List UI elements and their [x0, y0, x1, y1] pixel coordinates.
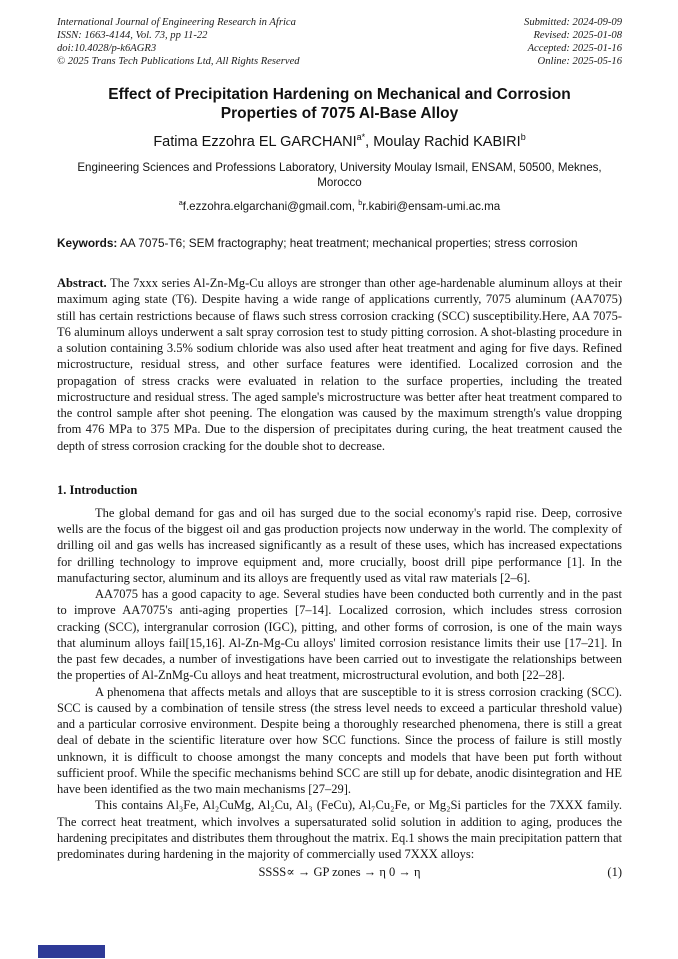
- keywords-text: AA 7075-T6; SEM fractography; heat treatment; mechanical properties; stress corrosion: [117, 236, 578, 250]
- email-2: r.kabiri@ensam-umi.ac.ma: [362, 200, 501, 213]
- author-1-affil-mark: a*: [356, 132, 366, 143]
- author-2: Moulay Rachid KABIRI: [373, 134, 521, 150]
- author-1: Fatima Ezzohra EL GARCHANI: [153, 134, 357, 150]
- footer-bar: [38, 945, 105, 958]
- email-separator: ,: [351, 200, 359, 213]
- abstract: [57, 275, 622, 454]
- abstract-text: The 7xxx series Al-Zn-Mg-Cu alloys are stronger than other age-hardenable aluminum alloys at their maximum aging state (T6). Despite having a wide range of applications currently, 7075 aluminum (AA7075) still has certain restrictions because of flaws such stress corrosion cracking (SCC) susceptibility.Here, AA 7075-T6 aluminum alloys underwent a salt spray corrosion test to study pitting corrosion. A shot-blasting procedure in a solution containing 3.5% sodium chloride was also used after heat treatment and aging for five days. Refined microstructure, residual stress, and other surface features were identified. Localized corrosion and the propagation of stress cracks were evaluated in relation to the surface properties, including the treated microstructure and residual stress. The aged sample's microstructure was better after heat treatment compared to the control sample after shot peening. The elongation was caused by the maximum strength's value dropping from 476 MPa to 375 MPa. Due to the dispersion of precipitates during curing, the heat treatment caused the depth of stress corrosion cracking for the double shot to decrease.: [57, 276, 622, 453]
- email-1: f.ezzohra.elgarchani@gmail.com: [182, 200, 352, 213]
- intro-paragraph-2: AA7075 has a good capacity to age. Several studies have been conducted both currently and in the past to improve AA7075's anti-aging properties [7–14]. Localized corrosion, which includes stress corrosion cracking (SCC), intergranular corrosion (IGC), pitting, and other forms of corrosion, is one of the main ways that aluminum alloys fail[15,16]. Al-Zn-Mg-Cu alloys' limited corrosion resistance limits their use [17–21]. In the past few decades, a number of investigations have been carried out to investigate the relationships between the properties of Al-ZnMg-Cu alloys and heat treatment, microstructural evolution, and both [22–28].: [57, 587, 622, 683]
- journal-copyright: © 2025 Trans Tech Publications Ltd, All Rights Reserved: [57, 56, 300, 67]
- intro-paragraph-1: The global demand for gas and oil has surged due to the social economy's rapid rise. Deep, corrosive wells are the focus of the biggest oil and gas production projects now underway in the world. The complexity of drilling oil and gas wells has increased significantly as a result of these uses, which has increased expectations for drilling technology to improve equipment and, more crucially, boost drill pipe performance [1]. In the manufacturing sector, aluminum and its alloys are frequently used as vital raw materials [2–6].: [57, 505, 622, 585]
- equation-number: (1): [607, 865, 622, 880]
- journal-doi: doi:10.4028/p-k6AGR3: [57, 43, 157, 54]
- email-1-mark: a: [178, 198, 183, 208]
- submitted-date: Submitted: 2024-09-09: [524, 17, 622, 28]
- equation-1: [57, 864, 622, 880]
- online-date: Online: 2025-05-16: [537, 56, 622, 67]
- authors-line: [57, 134, 622, 150]
- revised-date: Revised: 2025-01-08: [533, 30, 622, 41]
- journal-header: [57, 16, 622, 68]
- keywords-label: Keywords:: [57, 236, 118, 250]
- author-2-affil-mark: b: [520, 132, 526, 143]
- email-2-mark: b: [358, 198, 363, 208]
- journal-issn-volume: ISSN: 1663-4144, Vol. 73, pp 11-22: [57, 30, 208, 41]
- intro-paragraph-4: This contains Al₃Fe, Al₂CuMg, Al₂Cu, Al₃ (FeCu), Al₇Cu₂Fe, or Mg₂Si particles for the 7XXX family. The correct heat treatment, which involves a supersaturated solid solution in addition to aging, produces the hardening precipitates and distributes them throughout the matrix. Eq.1 shows the main precipitation pattern that predominates during hardening in the majority of commercially used 7XXX alloys:: [57, 798, 622, 861]
- journal-name: International Journal of Engineering Research in Africa: [57, 17, 296, 28]
- author-separator: ,: [365, 134, 374, 150]
- submission-dates: [524, 16, 622, 68]
- affiliation: Engineering Sciences and Professions Laboratory, University Moulay Ismail, ENSAM, 50500, Meknes, Morocco: [77, 161, 602, 189]
- accepted-date: Accepted: 2025-01-16: [527, 43, 622, 54]
- intro-paragraph-3: A phenomena that affects metals and alloys that are susceptible to it is stress corrosion cracking (SCC). SCC is caused by a combination of tensile stress (the stress level needs to exceed a particular threshold value) and a particular corrosive environment. Despite being a thoroughly researched phenomena, there is still a great deal of debate in the scientific literature over how SCC functions. Since the process of failure is still mostly unknown, it is difficult to choose amongst the many concepts and models that have been put forth without sufficient proof. While the specific mechanisms behind SCC are still up for debate, anodic disintegration and HE have been identified as the two main mechanisms [27–29].: [57, 684, 622, 796]
- journal-info: [57, 16, 300, 68]
- abstract-label: Abstract.: [57, 276, 107, 290]
- paper-title: Effect of Precipitation Hardening on Mechanical and Corrosion Properties of 7075 Al-Base Alloy: [108, 86, 571, 122]
- keywords-line: [57, 236, 622, 251]
- section-heading-introduction: 1. Introduction: [57, 482, 138, 497]
- author-emails: [57, 200, 622, 213]
- equation-body: SSSS∝ → GP zones → η 0 → η: [258, 865, 421, 880]
